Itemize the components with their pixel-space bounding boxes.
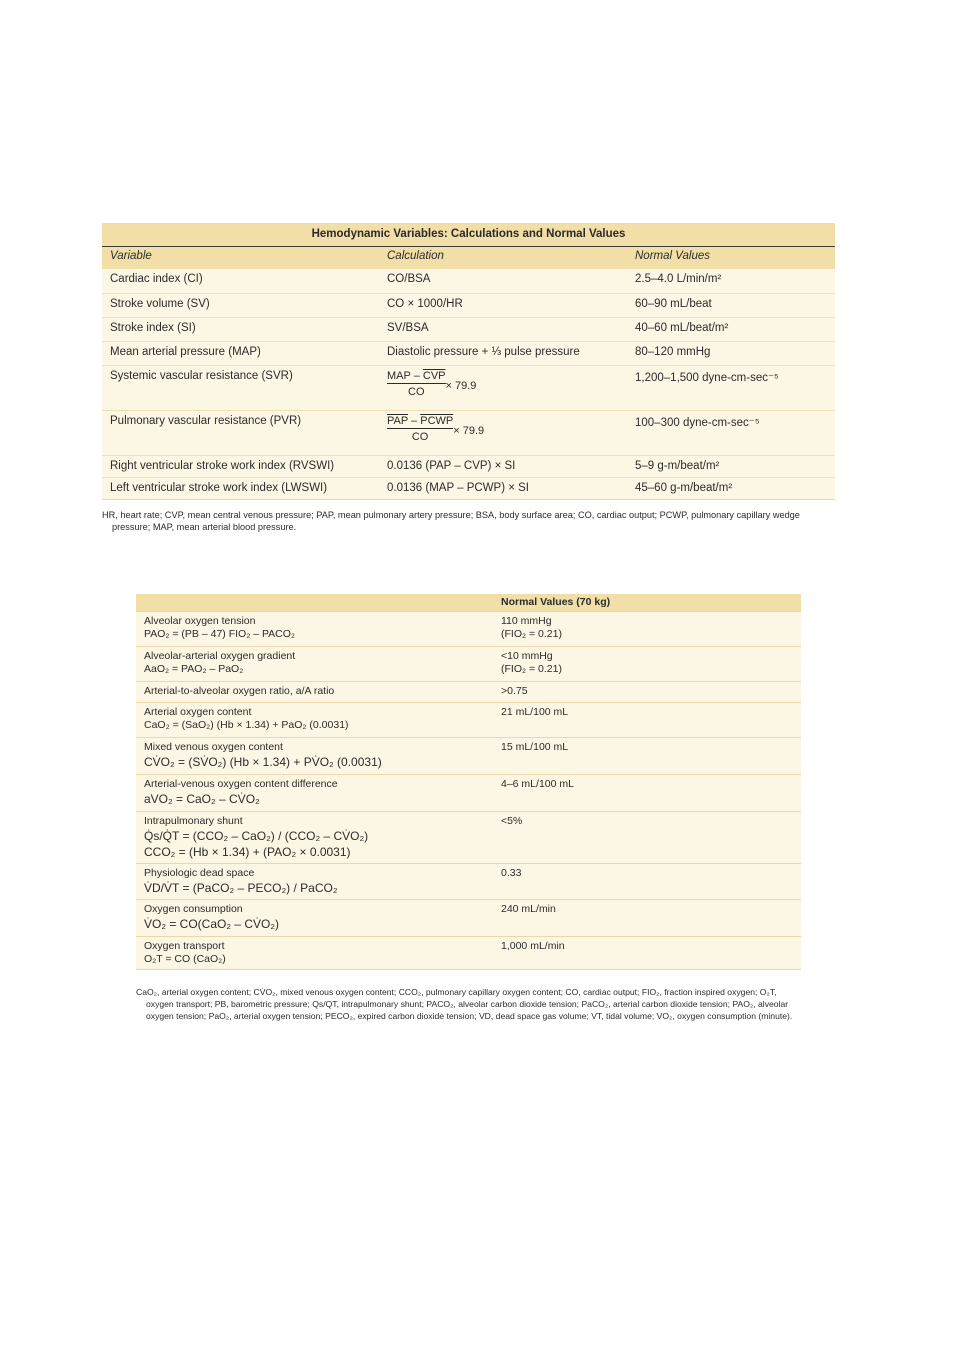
column-header: Variable [102, 247, 379, 269]
normal-value-cell: 80–120 mmHg [627, 341, 835, 365]
table-footnote: CaO₂, arterial oxygen content; CV̇O₂, mixed venous oxygen content; CCO₂, pulmonary capillary oxygen content; CO, cardiac output; FIO₂, fraction inspired oxygen; O₂T, oxygen transport; PB, barometric pressure; Qs/QT, intrapulmonary shunt; PACO₂, alveolar carbon dioxide tension; PaCO₂, arterial carbon dioxide tension; PAO₂, alveolar oxygen tension; PaO₂, arterial oxygen tension; PECO₂, expired carbon dioxide tension; VD, dead space gas volume; VT, tidal volume; VO₂, oxygen consumption (minute). [136, 987, 793, 1021]
minus-sign: – [408, 414, 421, 427]
table-row [102, 477, 835, 499]
table-row [102, 341, 835, 365]
parameter-cell [136, 738, 493, 775]
fraction [387, 370, 446, 398]
parameter-name: Arterial oxygen content [144, 706, 252, 718]
table-row [102, 293, 835, 317]
table-row [136, 900, 801, 937]
normal-value-cell: 100–300 dyne-cm-sec⁻⁵ [627, 410, 835, 455]
parameter-name: Mixed venous oxygen content [144, 741, 283, 753]
table-row [102, 455, 835, 477]
normal-value-cell: 45–60 g-m/beat/m² [627, 477, 835, 499]
calculation-cell: SV/BSA [379, 317, 627, 341]
variable-cell: Cardiac index (CI) [102, 269, 379, 293]
parameter-name: Oxygen transport [144, 940, 225, 952]
parameter-cell [136, 864, 493, 900]
parameter-cell [136, 900, 493, 937]
table-footnote: HR, heart rate; CVP, mean central venous pressure; PAP, mean pulmonary artery pressure; BSA, body surface area; CO, cardiac output; PCWP, pulmonary capillary wedge pressure; MAP, mean arterial blood pressure. [102, 510, 800, 532]
table-row [136, 738, 801, 775]
variable-cell: Pulmonary vascular resistance (PVR) [102, 410, 379, 455]
parameter-cell [136, 812, 493, 864]
table-row [136, 612, 801, 647]
table-row [102, 365, 835, 410]
normal-value: <5% [493, 812, 801, 864]
parameter-formula: Q̇s/Q̇T = (CCO₂ – CaO₂) / (CCO₂ – CV̇O₂) [144, 829, 369, 843]
normal-value-cell: 2.5–4.0 L/min/m² [627, 269, 835, 293]
numerator-term-overlined: $\overline{PAP}$ [387, 414, 408, 427]
table-row [102, 269, 835, 293]
value-cell [493, 612, 801, 647]
normal-value: >0.75 [493, 682, 801, 703]
parameter-name: Alveolar oxygen tension [144, 615, 256, 627]
value-condition: (FIO₂ = 0.21) [501, 628, 562, 640]
variable-cell: Left ventricular stroke work index (LWSWI) [102, 477, 379, 499]
variable-cell: Systemic vascular resistance (SVR) [102, 365, 379, 410]
table-header-row [136, 594, 801, 612]
table-row [136, 937, 801, 970]
calculation-cell [379, 365, 627, 410]
fraction-numerator [387, 415, 453, 429]
parameter-formula: aVO₂ = CaO₂ – CV̇O₂ [144, 792, 260, 806]
normal-value-cell: 1,200–1,500 dyne-cm-sec⁻⁵ [627, 365, 835, 410]
normal-value-cell: 60–90 mL/beat [627, 293, 835, 317]
column-header: Calculation [379, 247, 627, 269]
calculation-cell: 0.0136 (PAP – CVP) × SI [379, 455, 627, 477]
fraction [387, 415, 453, 443]
normal-value: 4–6 mL/100 mL [493, 775, 801, 812]
parameter-name: Oxygen consumption [144, 903, 243, 915]
calculation-cell: Diastolic pressure + ⅓ pulse pressure [379, 341, 627, 365]
numerator-term: MAP [387, 369, 411, 382]
hemodynamic-table [102, 223, 835, 500]
multiplier: × 79.9 [453, 424, 485, 437]
table-title: Hemodynamic Variables: Calculations and Normal Values [102, 223, 835, 247]
parameter-name: Intrapulmonary shunt [144, 815, 243, 827]
table-row [102, 317, 835, 341]
parameter-formula: AaO₂ = PAO₂ – PaO₂ [144, 663, 244, 675]
calculation-cell: CO × 1000/HR [379, 293, 627, 317]
variable-cell: Stroke volume (SV) [102, 293, 379, 317]
parameter-name: Physiologic dead space [144, 867, 255, 879]
oxygenation-table [136, 594, 801, 970]
parameter-formula: O₂T = CO (CaO₂) [144, 953, 226, 965]
table-row [136, 775, 801, 812]
parameter-cell [136, 703, 493, 738]
table-row [136, 864, 801, 900]
parameter-formula: CCO₂ = (Hb × 1.34) + (PAO₂ × 0.0031) [144, 845, 351, 859]
normal-value-cell: 5–9 g-m/beat/m² [627, 455, 835, 477]
column-header-empty [136, 594, 493, 612]
table-header-row [102, 247, 835, 269]
parameter-formula: CaO₂ = (SaO₂) (Hb × 1.34) + PaO₂ (0.0031) [144, 719, 349, 731]
normal-value: 240 mL/min [493, 900, 801, 937]
variable-cell: Right ventricular stroke work index (RVSWI) [102, 455, 379, 477]
normal-value: 110 mmHg [501, 615, 552, 627]
parameter-name: Arterial-venous oxygen content difference [144, 778, 338, 790]
column-header: Normal Values (70 kg) [493, 594, 801, 612]
numerator-term-overlined: PCWP [420, 414, 454, 427]
normal-value: 1,000 mL/min [493, 937, 801, 970]
parameter-name: Arterial-to-alveolar oxygen ratio, a/A ratio [136, 682, 493, 703]
normal-value-cell: 40–60 mL/beat/m² [627, 317, 835, 341]
fraction-denominator: CO [408, 385, 425, 398]
calculation-cell: 0.0136 (MAP – PCWP) × SI [379, 477, 627, 499]
normal-value: <10 mmHg [501, 650, 553, 662]
value-cell [493, 647, 801, 682]
parameter-formula: CV̇O₂ = (SV̇O₂) (Hb × 1.34) + PV̇O₂ (0.0031) [144, 755, 382, 769]
minus-sign: – [410, 369, 423, 382]
normal-value: 0.33 [493, 864, 801, 900]
variable-cell: Mean arterial pressure (MAP) [102, 341, 379, 365]
variable-cell: Stroke index (SI) [102, 317, 379, 341]
parameter-cell [136, 937, 493, 970]
normal-value: 15 mL/100 mL [493, 738, 801, 775]
parameter-formula: V̇D/V̇T = (PaCO₂ – PECO₂) / PaCO₂ [144, 881, 338, 895]
calculation-cell: CO/BSA [379, 269, 627, 293]
table-row [136, 647, 801, 682]
normal-value: 21 mL/100 mL [493, 703, 801, 738]
calculation-cell [379, 410, 627, 455]
fraction-numerator [387, 370, 446, 384]
table-row [136, 812, 801, 864]
table-row [136, 682, 801, 703]
parameter-cell [136, 612, 493, 647]
parameter-name: Alveolar-arterial oxygen gradient [144, 650, 296, 662]
table-row [102, 410, 835, 455]
column-header: Normal Values [627, 247, 835, 269]
parameter-formula: V̇O₂ = CO(CaO₂ – CV̇O₂) [144, 917, 279, 931]
multiplier: × 79.9 [445, 379, 477, 392]
numerator-term-overlined: $\overline{CVP}$ [422, 369, 446, 382]
value-condition: (FIO₂ = 0.21) [501, 663, 562, 675]
parameter-cell [136, 775, 493, 812]
parameter-cell [136, 647, 493, 682]
fraction-denominator: CO [411, 430, 429, 443]
parameter-formula: PAO₂ = (PB – 47) FIO₂ – PACO₂ [144, 628, 296, 640]
table-row [136, 703, 801, 738]
